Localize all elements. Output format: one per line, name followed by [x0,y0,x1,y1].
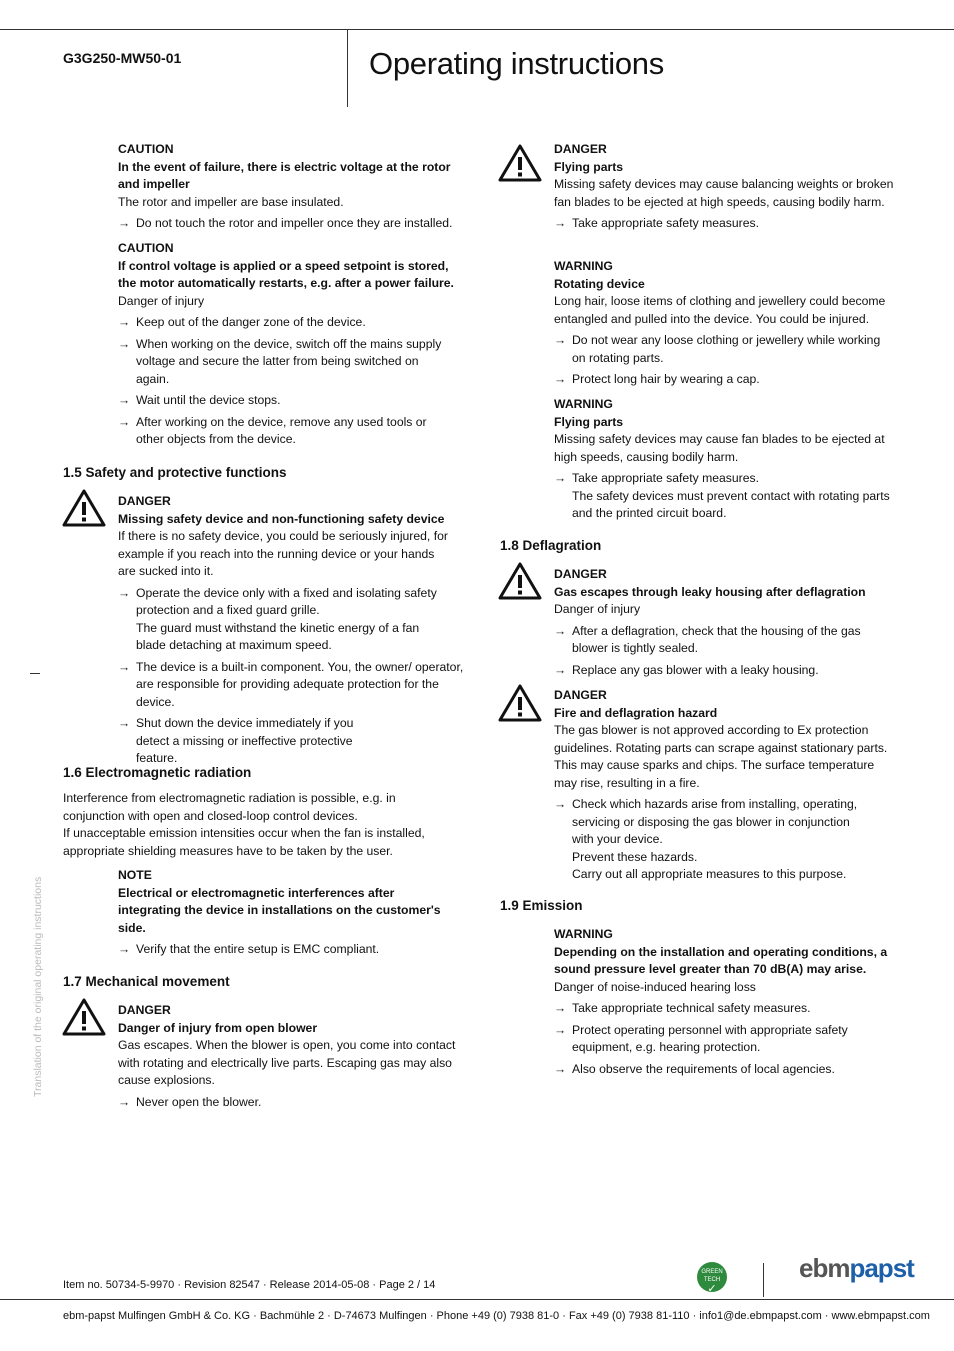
ebmpapst-logo: ebmpapst [799,1253,914,1283]
step-item: → Check which hazards arise from installing, operating, servicing or disposing the gas blower in conjunction with your device. Prevent these hazards. Carry out all appropriate measures to this purpose. [554,797,858,881]
step-item: → Also observe the requirements of local agencies. [554,1061,835,1076]
margin-mark [30,673,40,674]
step-item: → Protect long hair by wearing a cap. [554,372,760,386]
danger-label: DANGER [554,688,607,702]
danger-deflagration-housing [554,566,899,679]
step-item: → Keep out of the danger zone of the device. [118,315,366,329]
warning-headline: Flying parts [554,414,624,429]
model-number: G3G250-MW50-01 [63,50,182,66]
danger-label: DANGER [118,1003,171,1017]
step-item: → After a deflagration, check that the housing of the gas blower is tightly sealed. [554,623,861,655]
header-top-rule [0,29,954,30]
danger-headline: Missing safety device and non-functioning safety device [118,511,445,526]
footer-rule [0,1299,954,1300]
section-heading-1-6: 1.6 Electromagnetic radiation [63,765,252,780]
warning-text: Missing safety devices may cause fan blades to be ejected at high speeds, causing bodily harm. [554,432,885,464]
caution-headline: In the event of failure, there is electric voltage at the rotor and impeller [118,159,451,191]
danger-headline: Flying parts [554,159,624,174]
step-item: → Replace any gas blower with a leaky housing. [554,662,819,677]
danger-label: DANGER [554,567,607,581]
section-heading-1-8: 1.8 Deflagration [500,538,602,553]
footer-company: ebm-papst Mulfingen GmbH & Co. KG · Bachmühle 2 · D-74673 Mulfingen · Phone +49 (0) 7938 81-0 · Fax +49 (0) 7938 81-110 · info1@de.ebmpapst.com · www.ebmpapst.com [63,1310,930,1322]
danger-label: DANGER [118,494,171,508]
warning-label: WARNING [554,259,613,273]
caution-label: CAUTION [118,241,174,255]
warning-triangle-icon [62,488,106,528]
step-item: → Shut down the device immediately if you detect a missing or ineffective protective feature. [118,716,354,765]
footer-item-info: Item no. 50734-5-9970 · Revision 82547 · Release 2014-05-08 · Page 2 / 14 [63,1279,436,1291]
danger-headline: Fire and deflagration hazard [554,705,718,720]
page-title: Operating instructions [369,46,664,81]
step-item: → Do not touch the rotor and impeller once they are installed. [118,216,453,230]
danger-block-1-7 [118,1002,458,1111]
caution-headline: If control voltage is applied or a speed setpoint is stored, the motor automatically restarts, e.g. after a power failure. [118,258,454,290]
danger-label: DANGER [554,142,607,156]
step-item: → Wait until the device stops. [118,393,281,407]
note-block [118,867,448,959]
section-heading-1-5: 1.5 Safety and protective functions [63,465,287,480]
warning-label: WARNING [554,397,613,411]
danger-fire-hazard [554,687,894,884]
warning-headline: Depending on the installation and operating conditions, a sound pressure level greater than 70 dB(A) may arise. [554,944,888,976]
warning-headline: Rotating device [554,276,645,291]
danger-text: Danger of injury [554,602,641,616]
warning-text: Long hair, loose items of clothing and jewellery could become entangled and pulled into the device. You could be injured. [554,294,886,326]
warning-flying-parts [554,396,894,523]
danger-text: Gas escapes. When the blower is open, you come into contact with rotating and electrically live parts. Escaping gas may also cause explosions. [118,1038,456,1087]
warning-text: Danger of noise-induced hearing loss [554,979,756,994]
danger-text: Missing safety devices may cause balancing weights or broken fan blades to be ejected at high speeds, causing bodily harm. [554,177,894,209]
note-headline: Electrical or electromagnetic interferences after integrating the device in installations on the customer's side. [118,885,441,935]
side-note: Translation of the original operating instructions [32,876,44,1097]
step-item: → When working on the device, switch off the mains supply voltage and secure the latter from being switched on again. [118,336,442,386]
warning-triangle-icon [498,683,542,723]
danger-flying-parts [554,141,894,233]
danger-headline: Gas escapes through leaky housing after deflagration [554,584,866,599]
section-heading-1-7: 1.7 Mechanical movement [63,974,230,989]
step-item: → Take appropriate technical safety measures. [554,1001,811,1015]
danger-text: The gas blower is not approved according to Ex protection guidelines. Rotating parts can scrape against stationary parts. This may cause sparks and chips. The surface temperature may rise, resulting in a fire. [554,723,888,790]
warning-label: WARNING [554,927,613,941]
step-item: → Never open the blower. [118,1094,262,1109]
warning-triangle-icon [62,997,106,1037]
step-item: → Take appropriate safety measures. The safety devices must prevent contact with rotating parts and the printed circuit board. [554,471,890,520]
danger-headline: Danger of injury from open blower [118,1020,318,1035]
greentech-badge: GREEN TECH ✓ [697,1262,727,1292]
step-item: → Protect operating personnel with appropriate safety equipment, e.g. hearing protection. [554,1022,848,1054]
note-label: NOTE [118,868,152,882]
step-item: → Take appropriate safety measures. [554,216,759,230]
footer-divider [763,1263,764,1297]
warning-rotating-device [554,258,894,389]
emc-paragraph: Interference from electromagnetic radiation is possible, e.g. in conjunction with open and closed-loop control devices. If unacceptable emission intensities occur when the fan is installed, appropriate shielding measures have to be taken by the user. [63,791,425,858]
step-item: → The device is a built-in component. You, the owner/ operator, are responsible for providing adequate protection for the device. [118,659,464,709]
caution-block-2 [118,240,463,449]
caution-block-1 [118,141,463,233]
warning-emission [554,926,889,1078]
caution-text: The rotor and impeller are base insulated. [118,194,344,209]
warning-triangle-icon [498,143,542,183]
step-item: → Verify that the entire setup is EMC compliant. [118,942,380,956]
step-item: → Operate the device only with a fixed and isolating safety protection and a fixed guard grille. The guard must withstand the kinetic energy of a fan blade detaching at maximum speed. [118,585,437,652]
warning-triangle-icon [498,561,542,601]
section-heading-1-9: 1.9 Emission [500,898,583,913]
danger-block-1-5 [118,493,466,768]
step-item: → After working on the device, remove any used tools or other objects from the device. [118,414,427,446]
caution-label: CAUTION [118,142,174,156]
danger-text: If there is no safety device, you could be seriously injured, for example if you reach into the running device or your hands are sucked into it. [118,529,448,578]
header-divider [347,29,348,107]
step-item: → Do not wear any loose clothing or jewellery while working on rotating parts. [554,333,881,365]
caution-text: Danger of injury [118,293,205,308]
